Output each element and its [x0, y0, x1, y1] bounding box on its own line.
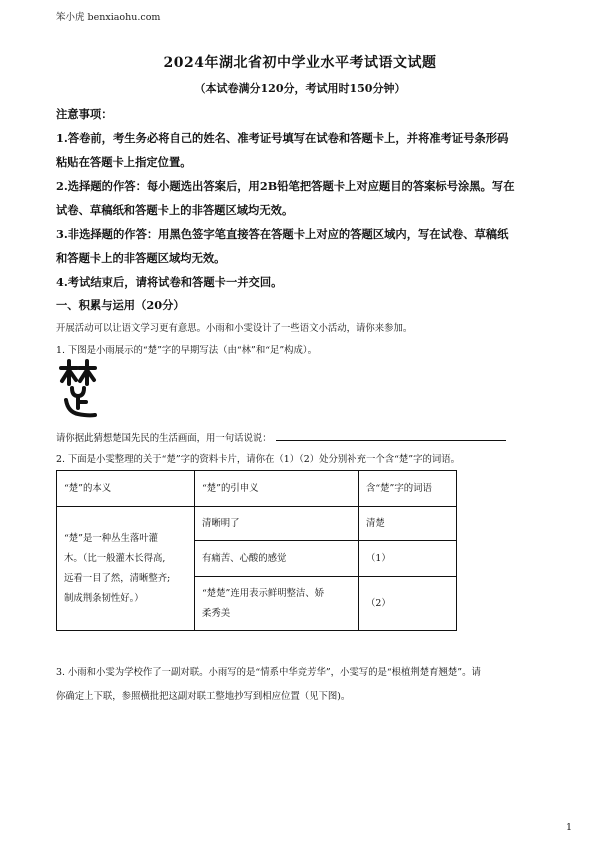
answer-slot-2[interactable]: （2） — [359, 577, 457, 631]
original-meaning-cell — [57, 507, 195, 631]
notice-line: 3.非选择题的作答：用黑色签字笔直接答在答题卡上对应的答题区域内，写在试卷、草稿纸 — [56, 227, 509, 241]
original-meaning-line: “楚”是一种丛生落叶灌 — [64, 532, 158, 544]
original-meaning-line: 远看一目了然，清晰整齐; — [64, 572, 171, 584]
table-header: “楚”的本义 — [57, 471, 195, 507]
extended-meaning-cell: 清晰明了 — [195, 507, 359, 541]
question-3 — [56, 661, 481, 709]
word-cell: 清楚 — [359, 507, 457, 541]
table-row — [57, 507, 457, 541]
extended-meaning-line: “楚楚”连用表示鲜明整洁、娇 — [202, 587, 325, 599]
table-header-row — [57, 471, 457, 507]
notice-line: 2.选择题的作答：每小题选出答案后，用2B铅笔把答题卡上对应题目的答案标号涂黑。写在 — [56, 179, 515, 193]
question-2: 2. 下面是小雯整理的关于“楚”字的资料卡片，请你在（1）（2）处分别补充一个含“楚”字的词语。 — [56, 454, 460, 465]
question-1: 1. 下图是小雨展示的“楚”字的早期写法（由“林”和“足”构成）。 — [56, 345, 317, 356]
extended-meaning-cell: 有痛苦、心酸的感觉 — [195, 541, 359, 577]
notice-line: 和答题卡上的非答题区域均无效。 — [56, 251, 226, 265]
answer-blank[interactable] — [276, 430, 506, 441]
ancient-chu-character-icon — [58, 358, 98, 420]
notice-line: 1.答卷前，考生务必将自己的姓名、准考证号填写在试卷和答题卡上，并将准考证号条形码 — [56, 131, 509, 145]
page-title: 2024年湖北省初中学业水平考试语文试题 — [163, 55, 437, 71]
notice-heading: 注意事项： — [56, 107, 113, 121]
original-meaning-line: 制成荆条韧性好。） — [64, 592, 144, 604]
notice-line: 试卷、草稿纸和答题卡上的非答题区域均无效。 — [56, 203, 294, 217]
question-3-line: 你确定上下联，参照横批把这副对联工整地抄写到相应位置（见下图)。 — [56, 691, 351, 702]
notice-line: 粘贴在答题卡上指定位置。 — [56, 155, 192, 169]
extended-meaning-cell — [195, 577, 359, 631]
chu-info-card-table — [56, 470, 457, 631]
question-1-prompt-text: 请你据此猜想楚国先民的生活画面，用一句话说说： — [56, 433, 272, 444]
section-heading: 一、积累与运用（20分） — [56, 298, 185, 312]
watermark: 笨小虎 benxiaohu.com — [56, 12, 161, 23]
extended-meaning-line: 柔秀美 — [202, 607, 231, 619]
page-subtitle: （本试卷满分120分，考试用时150分钟） — [194, 82, 406, 95]
original-meaning-line: 木。（比一般灌木长得高, — [64, 552, 166, 564]
notice-line: 4.考试结束后，请将试卷和答题卡一并交回。 — [56, 275, 283, 289]
question-3-line: 3. 小雨和小雯为学校作了一副对联。小雨写的是“情系中华竞芳华”，小雯写的是“根植荆楚育翘楚”。请 — [56, 667, 481, 678]
table-header: “楚”的引申义 — [195, 471, 359, 507]
section-intro: 开展活动可以让语文学习更有意思。小雨和小雯设计了一些语文小活动，请你来参加。 — [56, 323, 413, 334]
table-header: 含“楚”字的词语 — [359, 471, 457, 507]
question-1-prompt — [56, 430, 506, 445]
answer-slot-1[interactable]: （1） — [359, 541, 457, 577]
page-number: 1 — [566, 822, 573, 833]
